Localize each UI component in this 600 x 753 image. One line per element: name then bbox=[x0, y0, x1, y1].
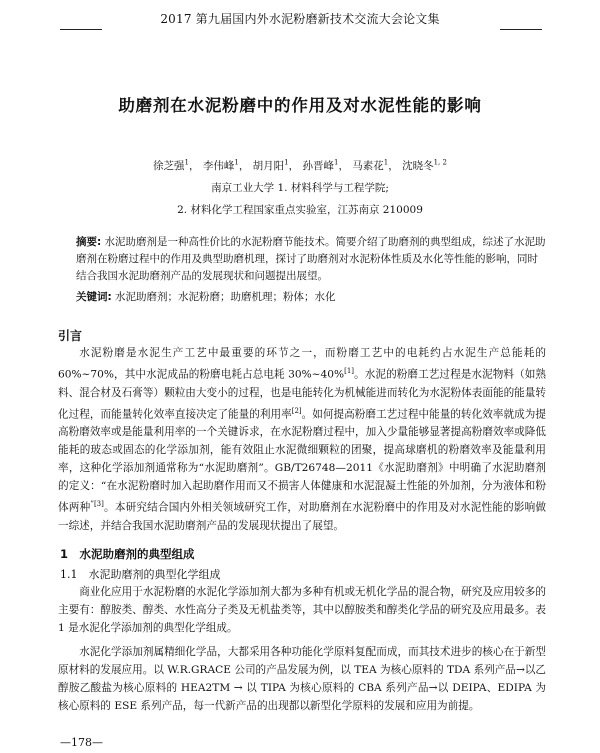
author-affil-mark: 1 bbox=[333, 158, 339, 167]
author-affil-mark: 1 bbox=[234, 158, 239, 167]
intro-text: 。如何提高粉磨工艺过程中能量的转化效率就成为提高粉磨效率或是能量利用率的一个关键诉求，在水泥粉磨过程中，加入少量能够显著提高粉磨效率或降低能耗的玻态或固态的化学添加剂，能有效阻止水泥微细颗粒的团聚，提高球磨机的粉磨效率及能量利用率，这种化学添加剂通常称为“水泥助磨剂”。GB/T26748—2011《水泥助磨剂》中明确了水泥助磨剂的定义：“在水泥粉磨时加入起助磨作用而又不损害人体健康和水泥混凝土性能的外加剂，分为液体和粉体两种 bbox=[58, 408, 547, 514]
running-header: 2017 第九届国内外水泥粉磨新技术交流大会论文集 bbox=[160, 12, 440, 26]
intro-paragraph bbox=[58, 344, 546, 535]
author-name: 沈晓冬 bbox=[402, 160, 434, 172]
keywords-label: 关键词: bbox=[76, 291, 112, 303]
author-name: 李伟峰 bbox=[202, 160, 235, 172]
citation-ref: [1] bbox=[344, 367, 355, 375]
page-number: —178— bbox=[60, 736, 103, 749]
author-name: 徐芝强 bbox=[153, 160, 185, 172]
citation-ref: ”[3] bbox=[90, 500, 104, 509]
intro-text: 水泥粉磨是水泥生产工艺中最重要的环节之一，而粉磨工艺中的电耗约占水泥生产总能耗的 60%~70%，其中水泥成品的粉磨电耗占总电耗 30%~40% bbox=[58, 347, 546, 381]
abstract-text: 水泥助磨剂是一种高性价比的水泥粉磨节能技术。简要介绍了助磨剂的典型组成，综述了水泥助磨剂在粉磨过程中的作用及典型助磨机理，探讨了助磨剂对水泥粉体性质及水化等性能的影响，同时结合我国水泥助磨剂产品的发展现状和问题提出展望。 bbox=[76, 236, 546, 282]
affiliation-line: 南京工业大学 1. 材料科学与工程学院; bbox=[211, 182, 389, 194]
body-paragraph: 商业化应用于水泥粉磨的水泥化学添加剂大都为多种有机或无机化学品的混合物，研究及应用较多的主要有：醇胺类、醇类、水性高分子类及无机盐类等，其中以醇胺类和醇类化学品的研究及应用最多。表 1 是水泥化学添加剂的典型化学组成。 bbox=[58, 586, 546, 634]
header-rule-left bbox=[60, 29, 102, 30]
author-name: 胡月阳 bbox=[252, 160, 285, 172]
author-name: 孙晋峰 bbox=[302, 160, 334, 172]
section-heading: 1 水泥助磨剂的典型组成 bbox=[60, 547, 195, 561]
citation-ref: [2] bbox=[291, 406, 302, 415]
intro-heading: 引言 bbox=[58, 329, 83, 343]
author-affil-mark: 1, 2 bbox=[433, 158, 447, 167]
author-affil-mark: 1 bbox=[184, 158, 189, 167]
keywords bbox=[76, 289, 546, 304]
header-rule-right bbox=[500, 29, 542, 30]
paper-title: 助磨剂在水泥粉磨中的作用及对水泥性能的影响 bbox=[118, 96, 482, 115]
intro-text: 。本研究结合国内外相关领域研究工作，对助磨剂在水泥粉磨中的作用及对水泥性能的影响做一综述，并结合我国水泥助磨剂产品的发展现状提出了展望。 bbox=[58, 501, 547, 532]
author-affil-mark: 1 bbox=[284, 158, 289, 167]
intro-text: 。水泥的粉磨工艺过程是水泥物料（如熟料、混合材及石膏等）颗粒由大变小的过程，也是电能转化为机械能进而转化为水泥粉体表面能的能量转化过程，而能量转化效率直接决定了能量的利用率 bbox=[58, 368, 546, 421]
affiliation-line: 2. 材料化学工程国家重点实验室，江苏南京 210009 bbox=[177, 204, 423, 216]
keywords-text: 水泥助磨剂；水泥粉磨；助磨机理；粉体；水化 bbox=[115, 291, 336, 303]
author-name: 马素花 bbox=[352, 160, 384, 172]
author-affil-mark: 1 bbox=[383, 158, 389, 167]
author-list: 徐芝强$^1$， 李伟峰$^1$， 胡月阳$^1$， 孙晋峰$^1$， 马素花$^1$， 沈晓冬$^{1, 2}$ bbox=[153, 158, 447, 172]
body-paragraph: 水泥化学添加剂属精细化学品，大都采用各种功能化学原料复配而成，而其技术进步的核心在于新型原材料的发展应用。以 W.R.GRACE 公司的产品发展为例，以 TEA 为核心原料的 TDA 系列产品→以乙醇胺乙酸盐为核心原料的 HEA2TM → 以 TIPA 为核心原料的 CBA 系列产品→以 DEIPA、EDIPA 为核心原料的 ESE 系列产品，每一代新产品的出现都以新型化学原料的发展和应用为前提。 bbox=[58, 646, 547, 712]
abstract-label: 摘要: bbox=[76, 236, 102, 248]
subsection-heading: 1.1 水泥助磨剂的典型化学组成 bbox=[60, 568, 221, 581]
abstract bbox=[76, 234, 546, 285]
